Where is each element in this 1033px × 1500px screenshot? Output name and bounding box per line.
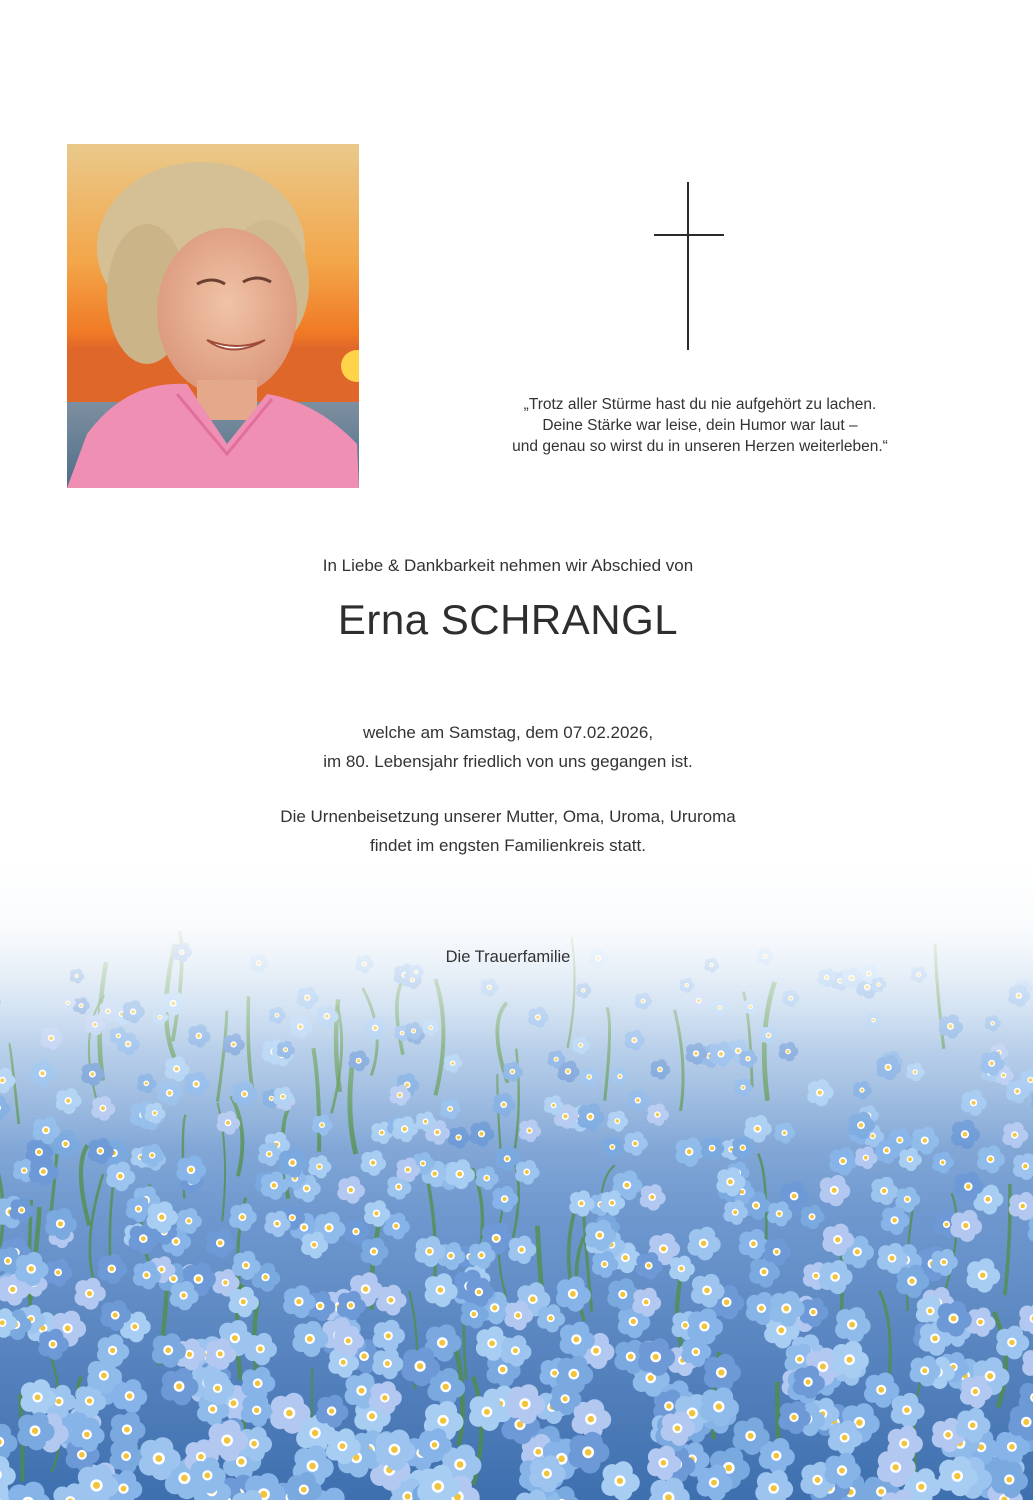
burial-notice [0,802,1016,860]
death-line-2: im 80. Lebensjahr friedlich von uns gegangen ist. [323,752,693,771]
family-signature: Die Trauerfamilie [445,948,571,966]
death-notice [0,718,1016,776]
quote-line-2: Deine Stärke war leise, dein Humor war laut – [542,417,858,434]
quote-line-1: „Trotz aller Stürme hast du nie aufgehört zu lachen. [523,396,877,413]
portrait-photo [67,144,359,488]
burial-line-1: Die Urnenbeisetzung unserer Mutter, Oma, Uroma, Ururoma [280,807,736,826]
farewell-intro: In Liebe & Dankbarkeit nehmen wir Abschied von [322,556,694,575]
death-line-1: welche am Samstag, dem 07.02.2026, [362,723,654,742]
memorial-quote [440,394,960,457]
burial-line-2: findet im engsten Familienkreis statt. [370,836,646,855]
deceased-name: Erna SCHRANGL [337,596,679,643]
cross-icon [654,182,724,352]
quote-line-3: und genau so wirst du in unseren Herzen weiterleben.“ [512,438,888,455]
